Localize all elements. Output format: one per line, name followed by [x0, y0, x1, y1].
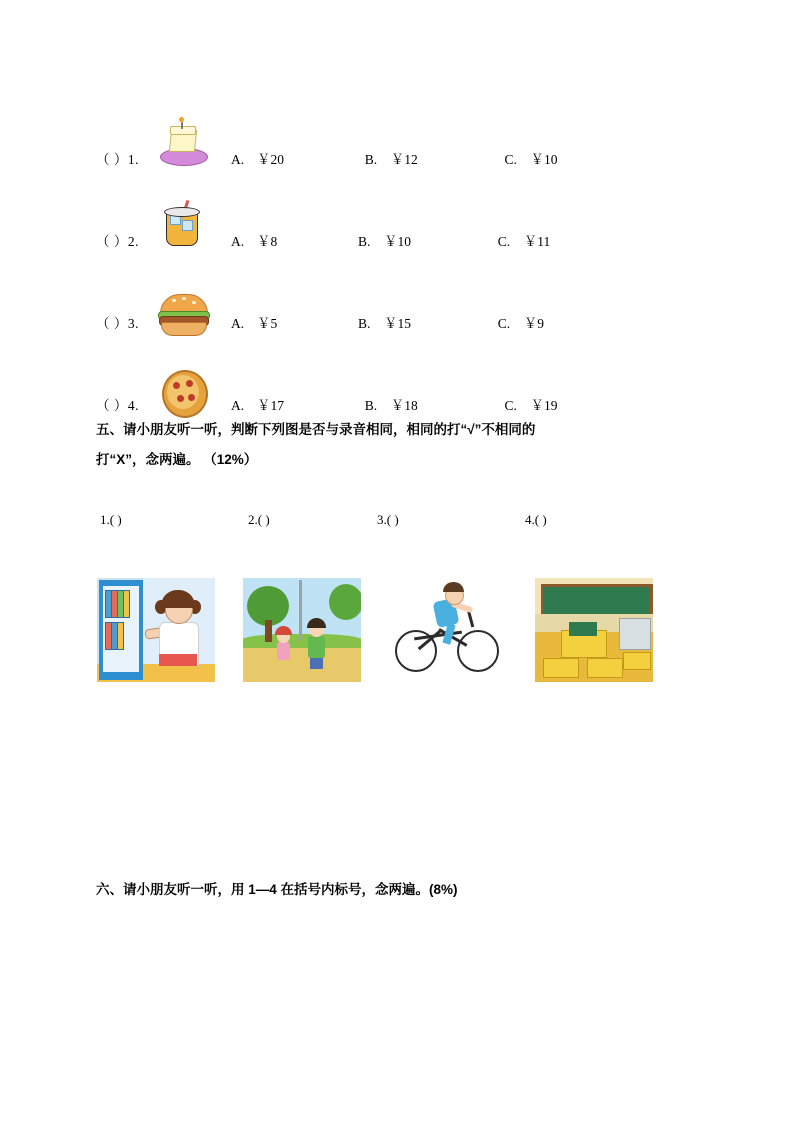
option-list	[231, 394, 711, 414]
section-5-heading-line-1: 五、请小朋友听一听，判断下列图是否与录音相同，相同的打“√”不相同的	[96, 422, 536, 437]
option-b[interactable]	[365, 394, 418, 414]
section-5-heading	[96, 415, 712, 475]
question-row	[96, 256, 716, 338]
question-row	[96, 174, 716, 256]
option-value: ￥9	[523, 316, 544, 331]
option-c[interactable]	[498, 230, 551, 250]
option-label: C.	[504, 152, 517, 167]
option-a[interactable]	[231, 312, 277, 332]
option-a[interactable]	[231, 148, 284, 168]
option-value: ￥8	[257, 234, 278, 249]
picture-classroom-desks	[535, 578, 653, 682]
question-row	[96, 92, 716, 174]
juice-cup-icon	[154, 202, 212, 254]
option-value: ￥12	[390, 152, 418, 167]
answer-bracket[interactable]: （ ）1.	[96, 152, 139, 167]
hamburger-icon	[154, 284, 212, 336]
option-label: A.	[231, 316, 245, 331]
option-label: B.	[364, 398, 378, 413]
option-label: B.	[358, 316, 371, 331]
option-value: ￥10	[384, 234, 411, 249]
option-b[interactable]	[358, 312, 411, 332]
answer-bracket-4[interactable]: 4.( )	[525, 512, 547, 527]
answer-bracket-2[interactable]: 2.( )	[248, 512, 270, 527]
option-label: A.	[231, 398, 245, 413]
answer-bracket-1[interactable]: 1.( )	[100, 512, 122, 527]
section-5-picture-strip	[97, 578, 697, 698]
option-value: ￥15	[384, 316, 411, 331]
picture-boy-riding-bicycle	[389, 578, 507, 682]
option-value: ￥11	[523, 234, 551, 249]
option-label: C.	[504, 398, 517, 413]
picture-children-outdoors	[243, 578, 361, 682]
answer-bracket[interactable]: （ ）3.	[96, 316, 139, 331]
picture-girl-at-bookshelf	[97, 578, 215, 682]
option-label: C.	[497, 234, 511, 249]
option-a[interactable]	[231, 230, 277, 250]
option-value: ￥19	[530, 398, 558, 413]
option-value: ￥10	[530, 152, 558, 167]
option-label: B.	[358, 234, 371, 249]
option-list	[231, 230, 711, 250]
option-list	[231, 148, 711, 168]
option-b[interactable]	[365, 148, 418, 168]
option-c[interactable]	[498, 312, 544, 332]
option-c[interactable]	[505, 394, 558, 414]
option-a[interactable]	[231, 394, 284, 414]
section-6-heading: 六、请小朋友听一听，用 1—4 在括号内标号，念两遍。(8%)	[96, 882, 458, 897]
option-label: A.	[231, 234, 245, 249]
option-value: ￥17	[257, 398, 284, 413]
answer-bracket-3[interactable]: 3.( )	[377, 512, 399, 527]
option-label: B.	[364, 152, 378, 167]
question-row	[96, 338, 716, 420]
option-value: ￥5	[257, 316, 278, 331]
answer-bracket[interactable]: （ ）2.	[96, 234, 139, 249]
option-label: C.	[497, 316, 511, 331]
listening-multiple-choice-section	[96, 92, 716, 420]
option-b[interactable]	[358, 230, 411, 250]
option-value: ￥20	[257, 152, 284, 167]
option-list	[231, 312, 711, 332]
section-5-heading-line-2: 打“X”，念两遍。 （12%）	[96, 452, 258, 467]
pizza-icon	[154, 366, 212, 418]
section-6-answer-area	[0, 900, 793, 1100]
birthday-cake-icon	[154, 120, 212, 172]
option-c[interactable]	[505, 148, 558, 168]
answer-bracket[interactable]: （ ）4.	[96, 398, 139, 413]
option-value: ￥18	[390, 398, 418, 413]
option-label: A.	[231, 152, 245, 167]
